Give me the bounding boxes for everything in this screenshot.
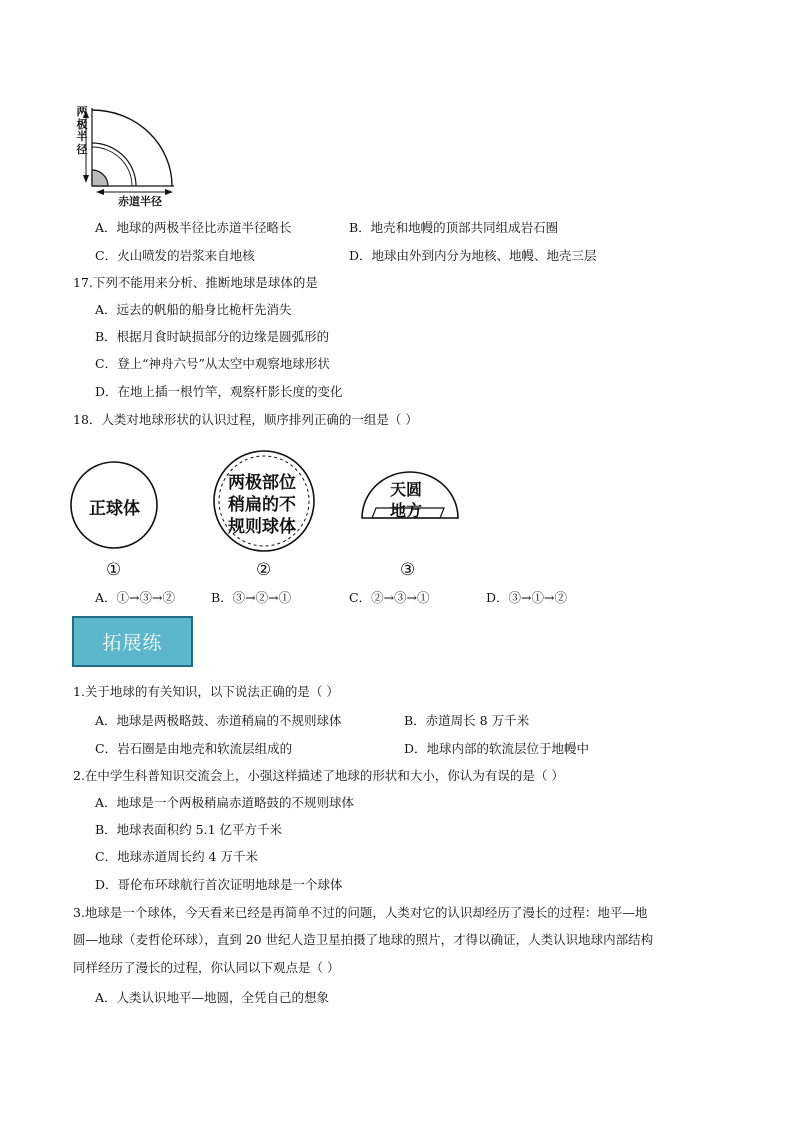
equator-radius-label: 赤道半径	[118, 195, 162, 208]
figure-number-1: ①	[106, 560, 122, 580]
irregular-sphere-label-1: 两极部位	[228, 473, 296, 493]
e3-stem-line-1: 3.地球是一个球体，今天看来已经是再简单不过的问题，人类对它的认识却经历了漫长的过程：地平—地	[73, 905, 648, 920]
e1-option-d: D．地球内部的软流层位于地幔中	[404, 741, 590, 756]
e1-stem: 1.关于地球的有关知识，以下说法正确的是（ ）	[73, 684, 339, 699]
q17-option-d: D．在地上插一根竹竿，观察杆影长度的变化	[95, 384, 343, 399]
q17-option-c: C．登上“神舟六号”从太空中观察地球形状	[95, 356, 330, 371]
e2-stem: 2.在中学生科普知识交流会上，小强这样描述了地球的形状和大小，你认为有误的是（ ）	[73, 768, 564, 783]
q17-stem: 17.下列不能用来分析、推断地球是球体的是	[73, 275, 318, 290]
section-title-box	[72, 616, 193, 667]
e1-option-b: B．赤道周长 8 万千米	[404, 713, 530, 728]
sphere-label: 正球体	[89, 499, 140, 519]
e2-option-a: A．地球是一个两极稍扁赤道略鼓的不规则球体	[95, 795, 355, 810]
earth-square-label: 地方	[390, 501, 423, 520]
e3-stem-line-3: 同样经历了漫长的过程，你认同以下观点是（ ）	[73, 960, 340, 975]
e2-option-b: B．地球表面积约 5.1 亿平方千米	[95, 822, 283, 837]
polar-radius-label: 两极半径	[76, 105, 88, 156]
q16-option-b: B．地壳和地幔的顶部共同组成岩石圈	[349, 220, 559, 235]
q16-option-c: C．火山喷发的岩浆来自地核	[95, 248, 255, 263]
q17-option-b: B．根据月食时缺损部分的边缘是圆弧形的	[95, 329, 330, 344]
e2-option-c: C．地球赤道周长约 4 万千米	[95, 849, 258, 864]
q18-option-c: C．②→③→①	[349, 590, 430, 605]
q18-stem: 18．人类对地球形状的认识过程，顺序排列正确的一组是（ ）	[73, 412, 418, 427]
heaven-round-label: 天圆	[390, 480, 423, 499]
q16-option-a: A．地球的两极半径比赤道半径略长	[95, 220, 292, 235]
q18-option-a: A．①→③→②	[95, 590, 175, 605]
irregular-sphere-label-2: 稍扁的不	[228, 495, 296, 515]
q18-option-b: B．③→②→①	[211, 590, 292, 605]
e2-option-d: D．哥伦布环球航行首次证明地球是一个球体	[95, 877, 343, 892]
q16-option-d: D．地球由外到内分为地核、地幔、地壳三层	[349, 248, 597, 263]
core-arc	[92, 170, 108, 186]
section-title: 拓展练	[102, 632, 163, 654]
e1-option-a: A．地球是两极略鼓、赤道稍扁的不规则球体	[95, 713, 342, 728]
q18-option-d: D．③→①→②	[486, 590, 567, 605]
e1-option-c: C．岩石圈是由地壳和软流层组成的	[95, 741, 293, 756]
q17-option-a: A．远去的帆船的船身比桅杆先消失	[95, 302, 292, 317]
figure-number-3: ③	[400, 560, 416, 580]
irregular-sphere-label-3: 规则球体	[228, 517, 296, 537]
e3-option-a: A．人类认识地平—地圆，全凭自己的想象	[95, 990, 330, 1005]
e3-stem-line-2: 圆—地球（麦哲伦环球），直到 20 世纪人造卫星拍摄了地球的照片，才得以确证，人类认识地球内部结构	[73, 932, 654, 947]
figure-number-2: ②	[256, 560, 272, 580]
